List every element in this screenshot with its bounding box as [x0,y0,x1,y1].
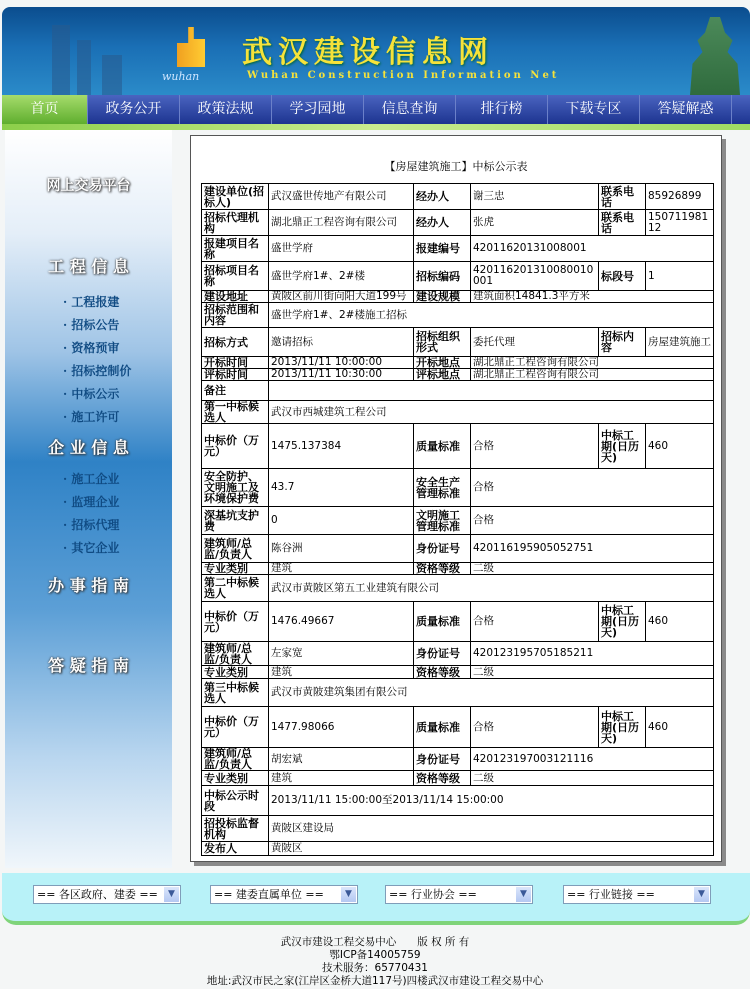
field-label: 中标价（万元） [202,424,269,469]
table-row [202,184,714,210]
nav-item[interactable]: 政务公开 [88,95,180,124]
skyline-decoration [52,25,70,95]
link-dropdown[interactable] [563,885,711,904]
field-value: 委托代理 [471,328,599,357]
sidebar-link[interactable]: · 工程报建 [63,295,120,309]
field-value: 建筑 [269,771,414,786]
field-label: 建筑师/总监/负责人 [202,642,269,666]
field-value: 左家宽 [269,642,414,666]
field-label: 招投标监督机构 [202,816,269,842]
field-value: 460 [646,602,714,642]
table-row [202,535,714,563]
nav-item[interactable]: 下载专区 [548,95,640,124]
table-row [202,507,714,535]
field-label: 专业类别 [202,666,269,679]
sidebar-link[interactable]: · 招标代理 [63,518,120,532]
sidebar-link[interactable]: · 中标公示 [63,387,120,401]
field-label: 招标组织形式 [414,328,471,357]
nav-item[interactable]: 信息查询 [364,95,456,124]
nav-item[interactable]: 学习园地 [272,95,364,124]
field-value: 420116201310080010001 [471,262,599,291]
field-value: 42011620131008001 [471,236,714,262]
table-row [202,748,714,771]
table-row [202,381,714,401]
icp-text: 鄂ICP备14005759 [329,949,421,961]
field-value: 合格 [471,602,599,642]
field-value: 85926899 [646,184,714,210]
field-value: 谢三忠 [471,184,599,210]
field-value: 陈谷洲 [269,535,414,563]
field-label: 评标时间 [202,369,269,381]
field-value: 1477.98066 [269,707,414,748]
nav-item[interactable]: 首页 [2,95,88,124]
field-label: 建筑师/总监/负责人 [202,535,269,563]
field-label: 中标工期(日历天) [599,602,646,642]
field-label: 招标范围和内容 [202,303,269,328]
field-label: 联系电话 [599,210,646,236]
table-row [202,563,714,575]
field-value: 建筑 [269,666,414,679]
field-label: 专业类别 [202,563,269,575]
field-value: 1475.137384 [269,424,414,469]
field-value: 合格 [471,707,599,748]
table-row [202,679,714,707]
field-value: 二级 [471,771,714,786]
field-value: 0 [269,507,414,535]
sidebar-link[interactable]: · 监理企业 [63,495,120,509]
field-label: 招标方式 [202,328,269,357]
field-value: 460 [646,707,714,748]
table-row [202,842,714,856]
field-value: 1 [646,262,714,291]
field-label: 开标地点 [414,357,471,369]
field-label: 中标价（万元） [202,602,269,642]
field-label: 备注 [202,381,269,401]
field-label: 招标代理机构 [202,210,269,236]
dropdown-value: == 行业链接 == [567,888,655,901]
link-dropdown[interactable] [385,885,533,904]
field-label: 文明施工管理标准 [414,507,471,535]
field-value: 盛世学府 [269,236,414,262]
field-label: 建设地址 [202,291,269,303]
field-value: 盛世学府1#、2#楼施工招标 [269,303,714,328]
field-label: 身份证号 [414,535,471,563]
field-label: 发布人 [202,842,269,856]
field-value: 张虎 [471,210,599,236]
chevron-down-icon[interactable]: ▼ [164,887,179,902]
site-subtitle: Wuhan Construction Information Net [247,70,560,81]
notice-panel [190,135,722,862]
sidebar-link[interactable]: · 施工企业 [63,472,120,486]
field-value: 460 [646,424,714,469]
field-value: 2013/11/11 15:00:00至2013/11/14 15:00:00 [269,786,714,816]
address-text: 地址:武汉市民之家(江岸区金桥大道117号)四楼武汉市建设工程交易中心 [206,975,544,987]
sidebar-platform-link[interactable]: 网上交易平台 [46,178,131,194]
field-label: 招标编码 [414,262,471,291]
field-value: 420123197003121116 [471,748,714,771]
sidebar [5,130,172,868]
dropdown-value: == 各区政府、建委 == [37,888,158,901]
sidebar-heading-guide[interactable]: 办 事 指 南 [48,576,129,595]
table-row [202,291,714,303]
table-row [202,771,714,786]
field-label: 联系电话 [599,184,646,210]
sidebar-link[interactable]: · 施工许可 [63,410,120,424]
sidebar-link[interactable]: · 招标公告 [63,318,120,332]
table-row [202,369,714,381]
link-select-bar [2,873,750,925]
sidebar-link[interactable]: · 招标控制价 [63,364,132,378]
logo-text: wuhan [162,70,200,83]
table-row [202,642,714,666]
field-label: 中标工期(日历天) [599,424,646,469]
field-label: 建设单位(招标人) [202,184,269,210]
sidebar-link[interactable]: · 其它企业 [63,541,120,555]
award-notice-table [201,183,714,856]
dropdown-value: == 建委直属单位 == [214,888,324,901]
field-label: 第一中标候选人 [202,401,269,424]
field-label: 质量标准 [414,602,471,642]
nav-item[interactable]: 排行榜 [456,95,548,124]
footer [0,936,750,988]
field-label: 质量标准 [414,424,471,469]
chevron-down-icon[interactable]: ▼ [694,887,709,902]
field-value: 武汉市西城建筑工程公司 [269,401,714,424]
link-dropdown[interactable] [33,885,181,904]
field-label: 建设规模 [414,291,471,303]
skyline-decoration [77,40,91,95]
field-value: 武汉盛世传地产有限公司 [269,184,414,210]
table-row [202,602,714,642]
nav-item[interactable]: 答疑解惑 [640,95,732,124]
building-logo-icon [177,27,205,67]
dropdown-value: == 行业协会 == [389,888,477,901]
nav-item[interactable]: 政策法规 [180,95,272,124]
field-label: 安全防护、文明施工及环境保护费 [202,469,269,507]
copyright-text: 武汉市建设工程交易中心 版 权 所 有 [280,936,470,948]
field-value: 二级 [471,666,714,679]
field-value: 合格 [471,507,714,535]
field-label: 经办人 [414,184,471,210]
field-label: 资格等级 [414,563,471,575]
field-label: 招标项目名称 [202,262,269,291]
field-value: 1476.49667 [269,602,414,642]
field-label: 标段号 [599,262,646,291]
field-label: 资格等级 [414,771,471,786]
field-value: 420116195905052751 [471,535,714,563]
field-label: 招标内容 [599,328,646,357]
field-value: 15071198112 [646,210,714,236]
table-row [202,575,714,602]
field-label: 身份证号 [414,642,471,666]
skyline-decoration [102,55,122,95]
table-row [202,262,714,291]
field-label: 中标价（万元） [202,707,269,748]
field-value: 湖北鼎正工程咨询有限公司 [471,357,714,369]
sidebar-heading-enterprise-info[interactable]: 企 业 信 息 [48,438,129,457]
field-value: 房屋建筑施工 [646,328,714,357]
field-label: 资格等级 [414,666,471,679]
table-row [202,328,714,357]
field-value: 建筑面积14841.3平方米 [471,291,714,303]
field-value: 黄陂区前川街向阳大道199号 [269,291,414,303]
field-value: 建筑 [269,563,414,575]
field-value: 邀请招标 [269,328,414,357]
table-row [202,707,714,748]
field-value: 盛世学府1#、2#楼 [269,262,414,291]
table-row [202,424,714,469]
field-label: 报建项目名称 [202,236,269,262]
field-value: 黄陂区 [269,842,714,856]
field-value: 二级 [471,563,714,575]
table-row [202,401,714,424]
field-value: 43.7 [269,469,414,507]
table-row [202,357,714,369]
field-label: 建筑师/总监/负责人 [202,748,269,771]
table-row [202,786,714,816]
field-label: 评标地点 [414,369,471,381]
link-dropdown[interactable] [210,885,358,904]
table-row [202,816,714,842]
field-value: 2013/11/11 10:00:00 [269,357,414,369]
field-label: 身份证号 [414,748,471,771]
table-row [202,210,714,236]
field-label: 经办人 [414,210,471,236]
field-value: 武汉市黄陂区第五工业建筑有限公司 [269,575,714,602]
site-title: 武汉建设信息网 [242,35,494,70]
notice-title: 【房屋建筑施工】中标公示表 [384,160,528,173]
field-label: 开标时间 [202,357,269,369]
field-value: 胡宏斌 [269,748,414,771]
main-nav [2,95,750,124]
field-label: 第三中标候选人 [202,679,269,707]
yellow-crane-tower-image [690,17,740,95]
field-label: 质量标准 [414,707,471,748]
field-value: 黄陂区建设局 [269,816,714,842]
field-label: 中标公示时段 [202,786,269,816]
field-label: 安全生产管理标准 [414,469,471,507]
sidebar-heading-faq[interactable]: 答 疑 指 南 [48,656,129,675]
field-value [269,381,714,401]
table-row [202,303,714,328]
sidebar-link[interactable]: · 资格预审 [63,341,120,355]
table-row [202,236,714,262]
field-value: 420123195705185211 [471,642,714,666]
chevron-down-icon[interactable]: ▼ [341,887,356,902]
field-label: 第二中标候选人 [202,575,269,602]
field-value: 湖北鼎正工程咨询有限公司 [269,210,414,236]
service-phone-text: 技术服务：65770431 [322,962,428,974]
chevron-down-icon[interactable]: ▼ [516,887,531,902]
table-row [202,469,714,507]
table-row [202,666,714,679]
field-value: 湖北鼎正工程咨询有限公司 [471,369,714,381]
field-value: 合格 [471,469,714,507]
field-label: 专业类别 [202,771,269,786]
site-banner [2,7,750,95]
field-label: 中标工期(日历天) [599,707,646,748]
field-value: 武汉市黄陂建筑集团有限公司 [269,679,714,707]
field-label: 报建编号 [414,236,471,262]
field-value: 2013/11/11 10:30:00 [269,369,414,381]
field-label: 深基坑支护费 [202,507,269,535]
field-value: 合格 [471,424,599,469]
sidebar-heading-project-info[interactable]: 工 程 信 息 [48,257,129,276]
